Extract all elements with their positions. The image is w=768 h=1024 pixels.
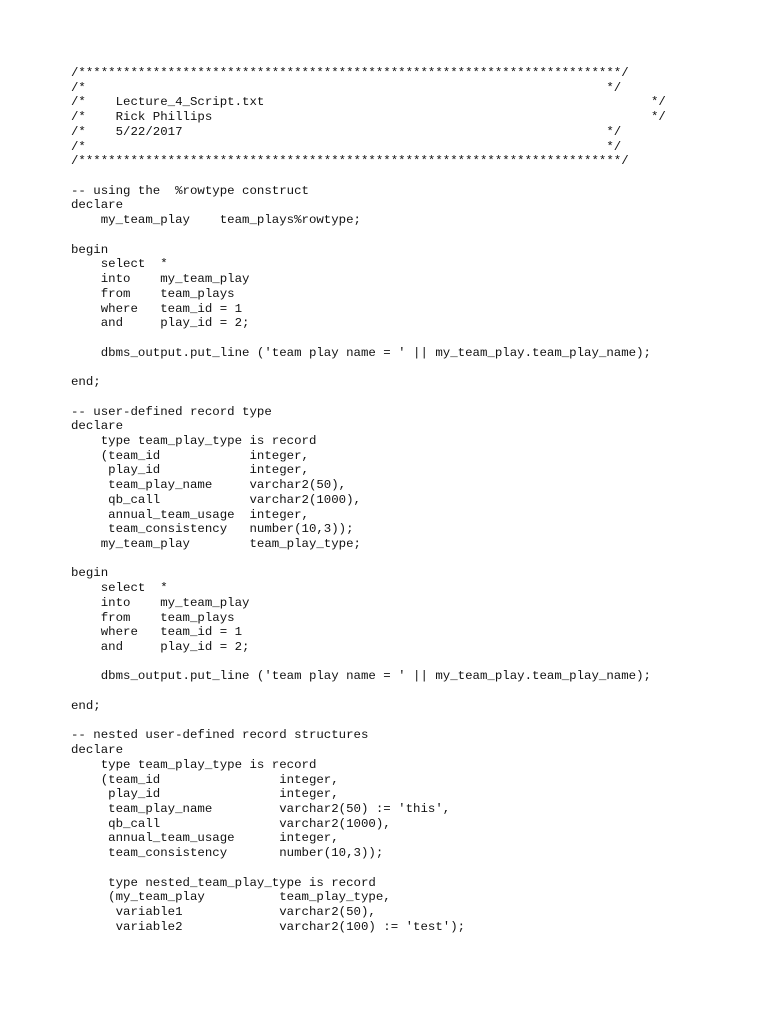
code-line: (team_id integer, — [71, 448, 309, 463]
code-line: type team_play_type is record — [71, 757, 317, 772]
code-line: play_id integer, — [71, 787, 339, 802]
code-line — [71, 228, 666, 243]
code-line — [71, 390, 666, 405]
code-line: declare — [71, 419, 124, 434]
code-line: type team_play_type is record — [71, 433, 317, 448]
code-line — [71, 169, 666, 184]
code-line: where team_id = 1 — [71, 625, 243, 640]
code-line: /* Rick Phillips */ — [71, 110, 666, 125]
code-line: dbms_output.put_line ('team play name = ' || my_team_play.team_play_name); — [71, 345, 651, 360]
script-text — [71, 66, 666, 934]
code-line — [71, 861, 666, 876]
code-line: end; — [71, 375, 101, 390]
code-line: /*************************************************************************/ — [71, 66, 629, 80]
code-line: from team_plays — [71, 286, 235, 301]
code-line: type nested_team_play_type is record — [71, 875, 376, 890]
code-line: and play_id = 2; — [71, 316, 250, 331]
code-line: -- using the %rowtype construct — [71, 183, 309, 198]
code-line: my_team_play team_play_type; — [71, 537, 361, 551]
code-line: end; — [71, 698, 101, 713]
code-line — [71, 360, 666, 375]
code-line: team_consistency number(10,3)); — [71, 846, 384, 861]
code-line: declare — [71, 743, 124, 758]
code-line: and play_id = 2; — [71, 640, 250, 655]
code-line: (my_team_play team_play_type, — [71, 890, 391, 905]
code-line: where team_id = 1 — [71, 301, 243, 316]
code-line: annual_team_usage integer, — [71, 831, 339, 846]
code-line: begin — [71, 242, 109, 257]
code-line: variable1 varchar2(50), — [71, 904, 376, 919]
code-line: variable2 varchar2(100) := 'test'); — [71, 919, 466, 934]
code-line: select * — [71, 581, 168, 596]
code-line: my_team_play team_plays%rowtype; — [71, 213, 361, 228]
code-line: qb_call varchar2(1000), — [71, 492, 361, 507]
code-line — [71, 714, 666, 729]
code-line: /* 5/22/2017 */ — [71, 124, 622, 139]
code-line: begin — [71, 566, 109, 581]
code-line: qb_call varchar2(1000), — [71, 816, 391, 831]
code-line: into my_team_play — [71, 272, 250, 287]
code-line: play_id integer, — [71, 463, 309, 478]
code-line: annual_team_usage integer, — [71, 507, 309, 522]
code-line: select * — [71, 257, 168, 272]
code-line: declare — [71, 198, 124, 213]
code-line: into my_team_play — [71, 595, 250, 610]
code-line: /* */ — [71, 139, 622, 154]
code-line — [71, 684, 666, 699]
code-line: /* */ — [71, 80, 622, 95]
code-line: /*************************************************************************/ — [71, 154, 629, 169]
code-line: team_play_name varchar2(50), — [71, 478, 347, 493]
code-line: from team_plays — [71, 610, 235, 625]
code-line: team_play_name varchar2(50) := 'this', — [71, 801, 451, 816]
code-line: (team_id integer, — [71, 772, 339, 787]
code-line — [71, 655, 666, 670]
code-line: /* Lecture_4_Script.txt */ — [71, 95, 666, 110]
code-line: team_consistency number(10,3)); — [71, 522, 354, 537]
code-line: -- user-defined record type — [71, 404, 272, 419]
code-line: -- nested user-defined record structures — [71, 728, 369, 743]
code-line — [71, 331, 666, 346]
code-line: dbms_output.put_line ('team play name = ' || my_team_play.team_play_name); — [71, 669, 651, 684]
code-line — [71, 552, 666, 567]
